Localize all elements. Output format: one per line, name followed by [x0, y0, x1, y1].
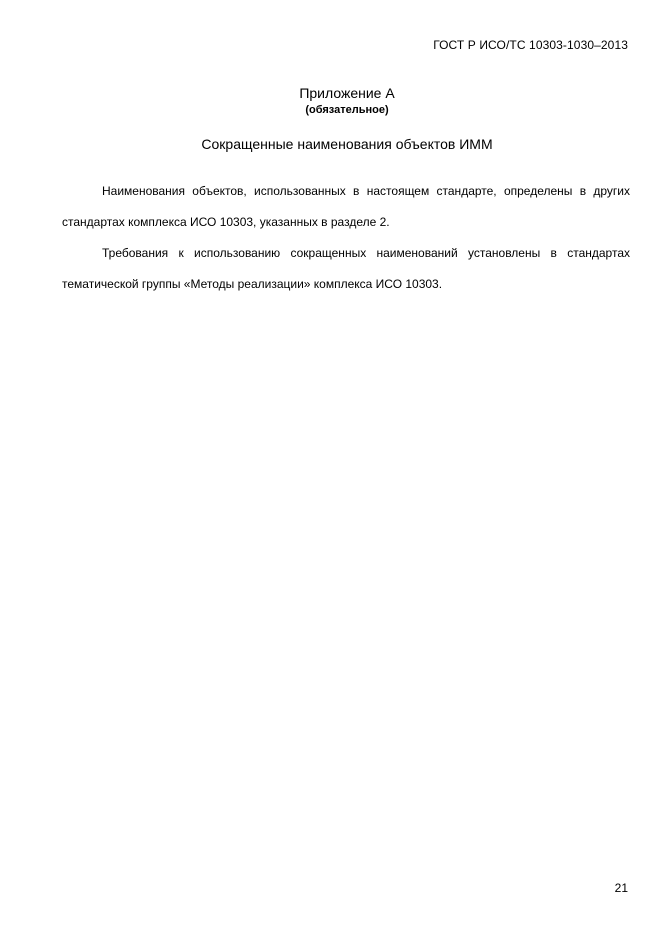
- paragraph-block: [62, 238, 630, 300]
- appendix-status: (обязательное): [305, 104, 389, 116]
- paragraph-block: [62, 176, 630, 238]
- paragraph-1: Наименования объектов, использованных в настоящем стандарте, определены в других стандартах комплекса ИСО 10303, указанных в разделе 2.: [62, 184, 630, 229]
- section-title: Сокращенные наименования объектов ИММ: [201, 136, 493, 152]
- document-code: ГОСТ Р ИСО/ТС 10303-1030–2013: [433, 38, 628, 52]
- paragraph-2: Требования к использованию сокращенных наименований установлены в стандартах тематической группы «Методы реализации» комплекса ИСО 10303.: [62, 246, 630, 291]
- page-number: 21: [614, 881, 628, 895]
- appendix-title: Приложение А: [299, 85, 395, 101]
